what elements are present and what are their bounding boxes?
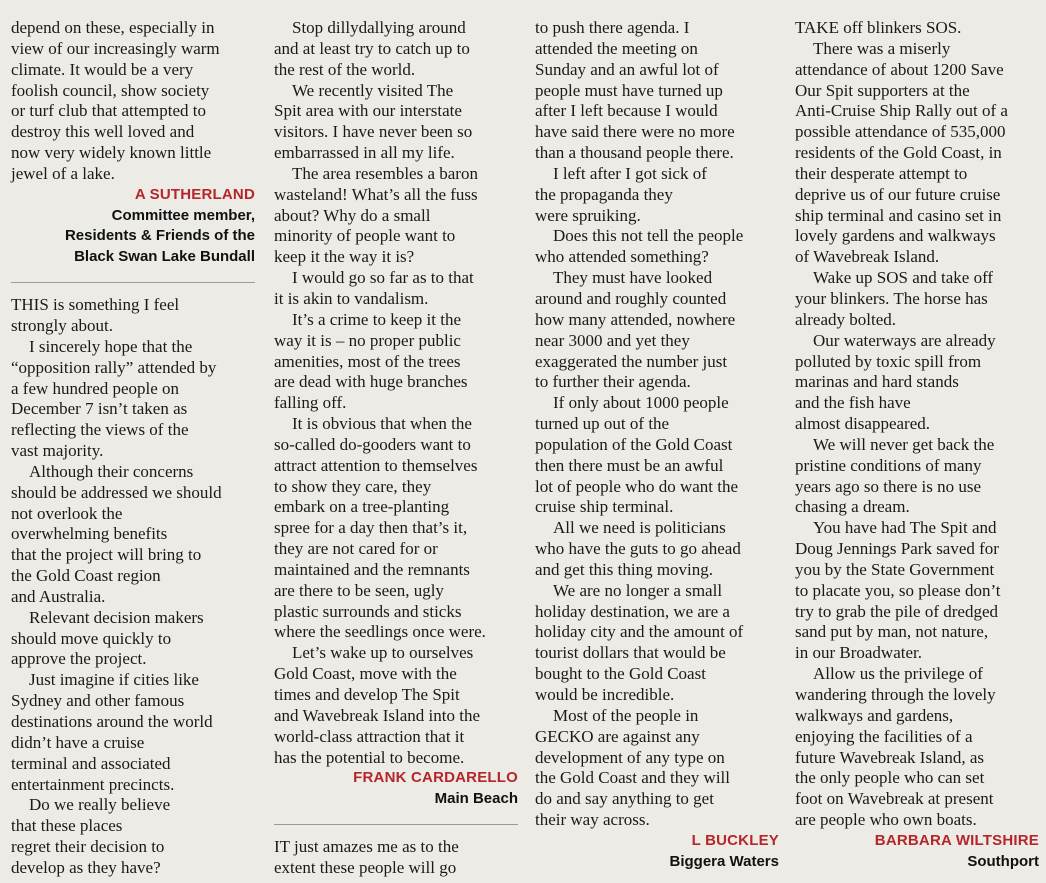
letter-paragraph [535, 226, 779, 268]
text-line: regret their decision to [11, 837, 165, 857]
text-line: attract attention to themselves [274, 455, 478, 475]
text-line: attended the meeting on [535, 38, 698, 58]
text-line: population of the Gold Coast [535, 434, 733, 454]
text-line: falling off. [274, 393, 347, 413]
text-line: were spruiking. [535, 205, 641, 225]
text-line: should be addressed we should [11, 482, 222, 502]
text-line: ship terminal and casino set in [795, 205, 1002, 225]
text-line: entertainment precincts. [11, 774, 175, 794]
text-line: that the project will bring to [11, 545, 202, 565]
text-line: destroy this well loved and [11, 122, 195, 142]
text-line: view of our increasingly warm [11, 38, 220, 58]
letter-paragraph [795, 18, 1039, 39]
text-line: December 7 isn’t taken as [11, 399, 188, 419]
author-affiliation: Residents & Friends of the [64, 227, 255, 245]
text-line: around and roughly counted [535, 288, 727, 308]
text-line: and at least try to catch up to [274, 38, 470, 58]
text-line: are there to be seen, ugly [274, 580, 444, 600]
text-line: about? Why do a small [274, 205, 431, 225]
text-line: and Australia. [11, 586, 106, 606]
text-line: to placate you, so please don’t [795, 580, 1001, 600]
letter-paragraph [795, 39, 1039, 268]
text-line: Although their concerns [29, 461, 194, 481]
letter-signature [535, 831, 779, 873]
text-line: visitors. I have never been so [274, 122, 473, 142]
letter-paragraph [274, 643, 518, 768]
text-line: the Gold Coast region [11, 566, 161, 586]
letter-paragraph [795, 331, 1039, 435]
text-line: how many attended, nowhere [535, 309, 736, 329]
text-line: enjoying the facilities of a [795, 726, 973, 746]
letter-paragraph [535, 164, 779, 227]
text-line: has the potential to become. [274, 747, 465, 767]
text-line: reflecting the views of the [11, 420, 189, 440]
text-line: polluted by toxic spill from [795, 351, 982, 371]
text-line: I would go so far as to that [292, 268, 474, 288]
text-line: Doug Jennings Park saved for [795, 539, 999, 559]
letter-paragraph [535, 706, 779, 831]
text-line: the propaganda they [535, 184, 673, 204]
column-1 [11, 18, 255, 879]
text-line: develop as they have? [11, 857, 161, 877]
text-line: Anti-Cruise Ship Rally out of a [795, 101, 1008, 121]
author-affiliation: Committee member, [111, 206, 255, 224]
text-line: or turf club that attempted to [11, 101, 206, 121]
text-line: You have had The Spit and [813, 518, 997, 538]
text-line: sand put by man, not nature, [795, 622, 989, 642]
letter-paragraph [535, 393, 779, 518]
text-line: Sunday and an awful lot of [535, 59, 719, 79]
letter-paragraph [11, 608, 255, 671]
text-line: Do we really believe [29, 795, 171, 815]
text-line: Stop dillydallying around [292, 18, 466, 37]
letter-paragraph [795, 435, 1039, 518]
letter-paragraph [274, 18, 518, 81]
text-line: TAKE off blinkers SOS. [795, 18, 962, 37]
author-name: A SUTHERLAND [134, 185, 255, 203]
text-line: and get this thing moving. [535, 559, 714, 579]
text-line: keep it the way it is? [274, 247, 415, 267]
text-line: not overlook the [11, 503, 123, 523]
text-line: didn’t have a cruise [11, 732, 145, 752]
letter-paragraph [795, 664, 1039, 831]
text-line: approve the project. [11, 649, 147, 669]
text-line: Allow us the privilege of [813, 664, 983, 684]
text-line: do and say anything to get [535, 789, 714, 809]
column-3 [535, 18, 779, 873]
text-line: Our Spit supporters at the [795, 80, 970, 100]
text-line: turned up out of the [535, 414, 670, 434]
text-line: almost disappeared. [795, 414, 931, 434]
text-line: It’s a crime to keep it the [292, 309, 461, 329]
text-line: Most of the people in [553, 705, 699, 725]
text-line: walkways and gardens, [795, 705, 954, 725]
letter-signature [274, 768, 518, 810]
text-line: who attended something? [535, 247, 709, 267]
text-line: a few hundred people on [11, 378, 180, 398]
letter-paragraph [274, 310, 518, 414]
text-line: Let’s wake up to ourselves [292, 643, 474, 663]
text-line: who have the guts to go ahead [535, 539, 741, 559]
text-line: I left after I got sick of [553, 163, 707, 183]
text-line: of Wavebreak Island. [795, 247, 940, 267]
text-line: marinas and hard stands [795, 372, 959, 392]
text-line: amenities, most of the trees [274, 351, 461, 371]
letter-paragraph [274, 164, 518, 268]
text-line: extent these people will go [274, 857, 457, 877]
text-line: terminal and associated [11, 753, 171, 773]
author-name: L BUCKLEY [691, 831, 779, 849]
author-name: FRANK CARDARELLO [353, 769, 518, 787]
text-line: where the seedlings once were. [274, 622, 486, 642]
text-line: after I left because I would [535, 101, 718, 121]
letter-paragraph [795, 268, 1039, 331]
text-line: to further their agenda. [535, 372, 691, 392]
text-line: IT just amazes me as to the [274, 837, 459, 857]
text-line: people must have turned up [535, 80, 723, 100]
text-line: tourist dollars that would be [535, 643, 726, 663]
letter-paragraph [274, 837, 518, 879]
text-line: try to grab the pile of dredged [795, 601, 998, 621]
text-line: deprive us of our future cruise [795, 184, 1001, 204]
text-line: Does this not tell the people [553, 226, 744, 246]
author-name: BARBARA WILTSHIRE [874, 831, 1039, 849]
author-affiliation: Southport [967, 852, 1039, 870]
author-affiliation: Biggera Waters [669, 852, 779, 870]
letter-paragraph [535, 581, 779, 706]
text-line: All we need is politicians [553, 518, 726, 538]
letter-paragraph [11, 795, 255, 878]
author-affiliation: Black Swan Lake Bundall [74, 248, 255, 266]
text-line: now very widely known little [11, 143, 212, 163]
text-line: depend on these, especially in [11, 18, 215, 37]
text-line: the Gold Coast and they will [535, 768, 731, 788]
text-line: development of any type on [535, 747, 725, 767]
letter-paragraph [11, 670, 255, 795]
text-line: future Wavebreak Island, as [795, 747, 985, 767]
letter-paragraph [11, 462, 255, 608]
letter-paragraph [11, 295, 255, 337]
author-affiliation: Main Beach [434, 790, 518, 808]
text-line: THIS is something I feel [11, 295, 180, 315]
text-line: “opposition rally” attended by [11, 357, 217, 377]
text-line: already bolted. [795, 309, 897, 329]
letter-paragraph [795, 518, 1039, 664]
text-line: I sincerely hope that the [29, 336, 193, 356]
text-line: and the fish have [795, 393, 911, 413]
text-line: exaggerated the number just [535, 351, 728, 371]
text-line: are people who own boats. [795, 810, 977, 830]
text-line: embarrassed in all my life. [274, 143, 455, 163]
letter-signature [795, 831, 1039, 873]
text-line: bought to the Gold Coast [535, 664, 706, 684]
text-line: lot of people who do want the [535, 476, 739, 496]
text-line: the only people who can set [795, 768, 985, 788]
text-line: chasing a dream. [795, 497, 910, 517]
text-line: overwhelming benefits [11, 524, 168, 544]
text-line: There was a miserly [813, 38, 951, 58]
column-2 [274, 18, 518, 879]
text-line: It is obvious that when the [292, 414, 472, 434]
text-line: cruise ship terminal. [535, 497, 674, 517]
text-line: your blinkers. The horse has [795, 288, 988, 308]
letter-divider [274, 824, 518, 825]
text-line: wandering through the lovely [795, 685, 996, 704]
text-line: their desperate attempt to [795, 163, 968, 183]
text-line: We will never get back the [813, 434, 995, 454]
letter-paragraph [274, 414, 518, 643]
text-line: residents of the Gold Coast, in [795, 143, 1002, 163]
letter-paragraph [535, 268, 779, 393]
text-line: foot on Wavebreak at present [795, 789, 994, 809]
letter-paragraph [11, 337, 255, 462]
text-line: Spit area with our interstate [274, 101, 462, 121]
text-line: it is akin to vandalism. [274, 288, 429, 308]
letter-divider [11, 282, 255, 283]
text-line: you by the State Government [795, 559, 995, 579]
text-line: destinations around the world [11, 712, 213, 731]
text-line: Wake up SOS and take off [813, 268, 994, 288]
letter-signature [11, 185, 255, 268]
letter-paragraph [274, 81, 518, 164]
text-line: and Wavebreak Island into the [274, 705, 481, 725]
text-line: that these places [11, 816, 123, 836]
text-line: then there must be an awful [535, 455, 724, 475]
letter-paragraph [11, 18, 255, 185]
text-line: so-called do-gooders want to [274, 434, 471, 454]
text-line: They must have looked [553, 268, 713, 288]
text-line: near 3000 and yet they [535, 330, 690, 350]
text-line: pristine conditions of many [795, 455, 982, 475]
text-line: Gold Coast, move with the [274, 664, 457, 684]
text-line: jewel of a lake. [11, 163, 115, 183]
text-line: years ago so there is no use [795, 476, 982, 496]
text-line: to show they care, they [274, 476, 432, 496]
text-line: plastic surrounds and sticks [274, 601, 462, 621]
text-line: embark on a tree-planting [274, 497, 450, 517]
column-4 [795, 18, 1039, 873]
text-line: world-class attraction that it [274, 726, 465, 746]
text-line: times and develop The Spit [274, 685, 460, 704]
text-line: holiday destination, we are a [535, 601, 730, 621]
text-line: strongly about. [11, 315, 113, 335]
text-line: should move quickly to [11, 628, 172, 648]
text-line: possible attendance of 535,000 [795, 122, 1006, 142]
text-line: than a thousand people there. [535, 143, 734, 163]
text-line: Sydney and other famous [11, 691, 185, 711]
text-line: climate. It would be a very [11, 59, 194, 79]
text-line: are dead with huge branches [274, 372, 468, 392]
text-line: in our Broadwater. [795, 643, 922, 663]
text-line: their way across. [535, 810, 650, 830]
text-line: holiday city and the amount of [535, 622, 744, 642]
text-line: they are not cared for or [274, 539, 438, 559]
text-line: Our waterways are already [813, 330, 996, 350]
text-line: Relevant decision makers [29, 607, 204, 627]
letter-paragraph [535, 18, 779, 164]
text-line: wasteland! What’s all the fuss [274, 184, 478, 204]
text-line: to push there agenda. I [535, 18, 690, 37]
text-line: The area resembles a baron [292, 163, 478, 183]
text-line: If only about 1000 people [553, 393, 729, 413]
text-line: minority of people want to [274, 226, 456, 246]
text-line: spree for a day then that’s it, [274, 518, 468, 538]
text-line: attendance of about 1200 Save [795, 59, 1004, 79]
text-line: We are no longer a small [553, 580, 723, 600]
text-line: maintained and the remnants [274, 559, 470, 579]
letter-paragraph [274, 268, 518, 310]
text-line: way it is – no proper public [274, 330, 461, 350]
text-line: vast majority. [11, 441, 104, 461]
text-line: would be incredible. [535, 685, 675, 704]
text-line: the rest of the world. [274, 59, 416, 79]
text-line: lovely gardens and walkways [795, 226, 996, 246]
text-line: We recently visited The [292, 80, 454, 100]
letter-paragraph [535, 518, 779, 581]
text-line: have said there were no more [535, 122, 735, 142]
text-line: Just imagine if cities like [29, 670, 199, 690]
text-line: foolish council, show society [11, 80, 210, 100]
text-line: GECKO are against any [535, 726, 700, 746]
